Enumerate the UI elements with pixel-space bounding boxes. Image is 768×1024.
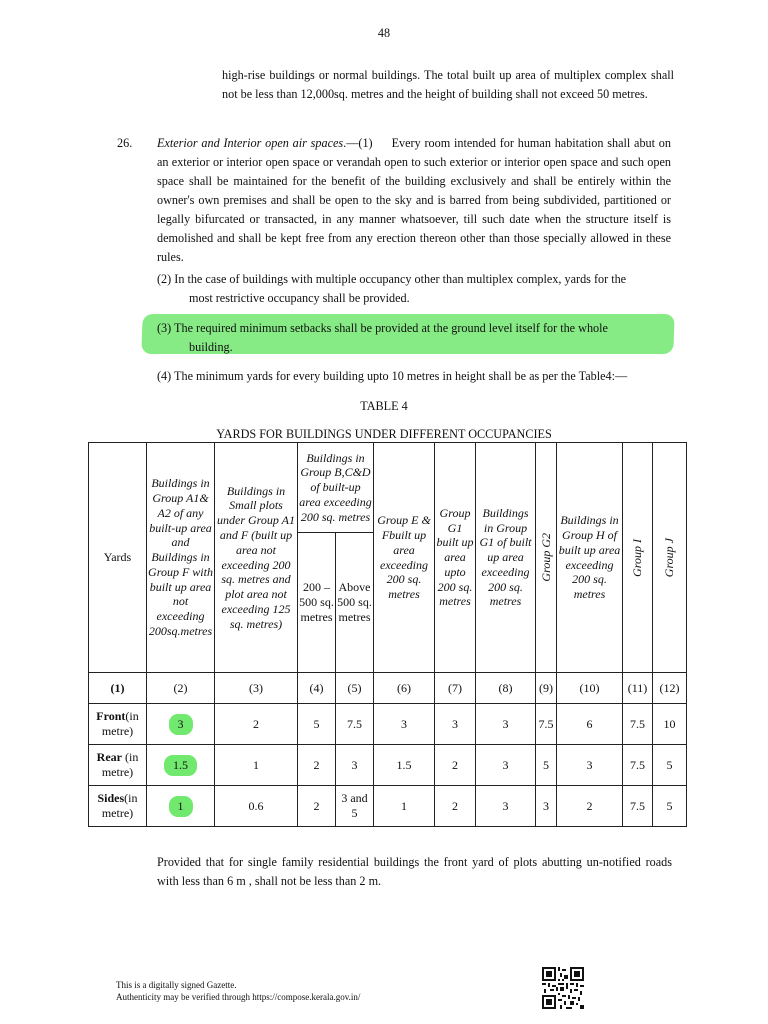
header-col-9-label: Group G2 [538, 533, 553, 582]
header-col-9 [536, 443, 557, 673]
table-cell: 0.6 [215, 786, 298, 827]
column-number: (6) [374, 673, 435, 704]
table-cell: 5 [298, 704, 336, 745]
table-cell: 1 [374, 786, 435, 827]
gazette-footer [116, 979, 360, 1003]
section-26-body: Every room intended for human habitation shall abut on an exterior or interior open space or verandah open to such exterior or interior open space and such open space shall be maintained for the benefit of the building exclusively and shall be entirely within the owner's own premises and shall be open to the sky and is barred from being subdivided, partitioned or legally bifurcated or transacted, in any manner whatsoever, till such date when the structure itself is demolished and shall be kept free from any erection thereon other than those specially allowed in these rules. [157, 136, 671, 264]
intro-paragraph: high-rise buildings or normal buildings. The total built up area of multiplex complex shall not be less than 12,000sq. metres and the height of building shall not exceed 50 metres. [222, 68, 674, 101]
section-26-paragraph [157, 134, 671, 267]
table-title: TABLE 4 [360, 399, 408, 413]
table-cell: 5 [653, 745, 687, 786]
table-cell: 7.5 [623, 786, 653, 827]
table-cell: 2 [435, 745, 476, 786]
row-label-bold: Sides [97, 791, 125, 805]
column-number-row [89, 673, 687, 704]
column-number: (2) [147, 673, 215, 704]
table-cell: 7.5 [536, 704, 557, 745]
column-number: (10) [557, 673, 623, 704]
table-caption: YARDS FOR BUILDINGS UNDER DIFFERENT OCCUPANCIES [216, 427, 552, 441]
column-number: (12) [653, 673, 687, 704]
header-col-8: Buildings in Group G1 of built up area exceeding 200 sq. metres [476, 443, 536, 673]
table-cell: 10 [653, 704, 687, 745]
header-col-12-label: Group J [662, 537, 677, 578]
row-label-front [89, 704, 147, 745]
table-cell: 3 and 5 [336, 786, 374, 827]
header-col-5: Above 500 sq. metres [336, 533, 374, 673]
table-cell: 3 [476, 704, 536, 745]
table-cell: 2 [298, 786, 336, 827]
table-row-rear [89, 745, 687, 786]
header-col-11-label: Group I [630, 538, 645, 577]
table-cell: 2 [215, 704, 298, 745]
row-label-unit: (in metre) [101, 791, 138, 820]
row-label-unit: (in metre) [101, 750, 139, 779]
row-label-unit: (in metre) [101, 709, 139, 738]
subsection-3 [157, 319, 672, 357]
table-cell: 3 [374, 704, 435, 745]
qr-code-icon [542, 967, 584, 1009]
footer-line-1: This is a digitally signed Gazette. [116, 980, 237, 990]
table-cell [147, 745, 215, 786]
table-header-row [89, 443, 687, 533]
table-cell: 7.5 [623, 704, 653, 745]
column-number: (4) [298, 673, 336, 704]
subsection-2 [157, 270, 672, 308]
header-col-4: 200 – 500 sq. metres [298, 533, 336, 673]
header-col-3: Buildings in Small plots under Group A1 and F (built up area not exceeding 200 sq. metres and plot area not exceeding 125 sq. metres) [215, 443, 298, 673]
table-cell [147, 704, 215, 745]
highlighted-value: 1.5 [164, 755, 197, 776]
highlighted-value: 1 [169, 796, 193, 817]
section-number: 26. [117, 136, 133, 150]
table-cell: 2 [298, 745, 336, 786]
header-col-10: Buildings in Group H of built up area exceeding 200 sq. metres [557, 443, 623, 673]
column-number: (1) [89, 673, 147, 704]
proviso-paragraph: Provided that for single family residential buildings the front yard of plots abutting un-notified roads with less than 6 m , shall not be less than 2 m. [157, 855, 672, 888]
header-col-4-5: Buildings in Group B,C&D of built-up area exceeding 200 sq. metres [298, 443, 374, 533]
header-col-6: Group E & Fbuilt up area exceeding 200 sq. metres [374, 443, 435, 673]
section-heading: Exterior and Interior open air spaces [157, 136, 344, 150]
header-col-7: Group G1 built up area upto 200 sq. metres [435, 443, 476, 673]
table-cell: 7.5 [336, 704, 374, 745]
page-number: 48 [377, 26, 391, 40]
column-number: (8) [476, 673, 536, 704]
table-cell: 3 [336, 745, 374, 786]
header-col-11 [623, 443, 653, 673]
table-cell: 6 [557, 704, 623, 745]
table-row-front [89, 704, 687, 745]
column-number: (11) [623, 673, 653, 704]
table-cell: 1 [215, 745, 298, 786]
subsection-2-line1: (2) In the case of buildings with multiple occupancy other than multiplex complex, yards for the [157, 272, 627, 286]
subsection-3-line1: (3) The required minimum setbacks shall be provided at the ground level itself for the whole [157, 321, 608, 335]
table-cell: 3 [476, 745, 536, 786]
row-label-bold: Rear [96, 750, 122, 764]
table-cell: 5 [536, 745, 557, 786]
yards-table [88, 442, 687, 827]
table-cell: 1.5 [374, 745, 435, 786]
table-cell: 3 [476, 786, 536, 827]
table-cell: 2 [557, 786, 623, 827]
row-label-bold: Front [96, 709, 126, 723]
header-col-12 [653, 443, 687, 673]
header-col-2: Buildings in Group A1& A2 of any built-up area and Buildings in Group F with built up area not exceeding 200sq.metres [147, 443, 215, 673]
subsection-3-line2: building. [189, 340, 233, 354]
subsection-2-line2: most restrictive occupancy shall be provided. [189, 291, 410, 305]
table-cell: 3 [536, 786, 557, 827]
column-number: (3) [215, 673, 298, 704]
table-cell: 5 [653, 786, 687, 827]
highlighted-value: 3 [169, 714, 193, 735]
subsection-1-marker: .—(1) [343, 136, 373, 150]
subsection-4: (4) The minimum yards for every building upto 10 metres in height shall be as per the Table4:— [157, 369, 628, 383]
table-cell: 3 [557, 745, 623, 786]
table-cell [147, 786, 215, 827]
table-cell: 2 [435, 786, 476, 827]
header-yards: Yards [89, 443, 147, 673]
column-number: (7) [435, 673, 476, 704]
table-cell: 3 [435, 704, 476, 745]
row-label-rear [89, 745, 147, 786]
table-cell: 7.5 [623, 745, 653, 786]
column-number: (9) [536, 673, 557, 704]
footer-line-2: Authenticity may be verified through https://compose.kerala.gov.in/ [116, 992, 361, 1002]
row-label-sides [89, 786, 147, 827]
table-row-sides [89, 786, 687, 827]
column-number: (5) [336, 673, 374, 704]
